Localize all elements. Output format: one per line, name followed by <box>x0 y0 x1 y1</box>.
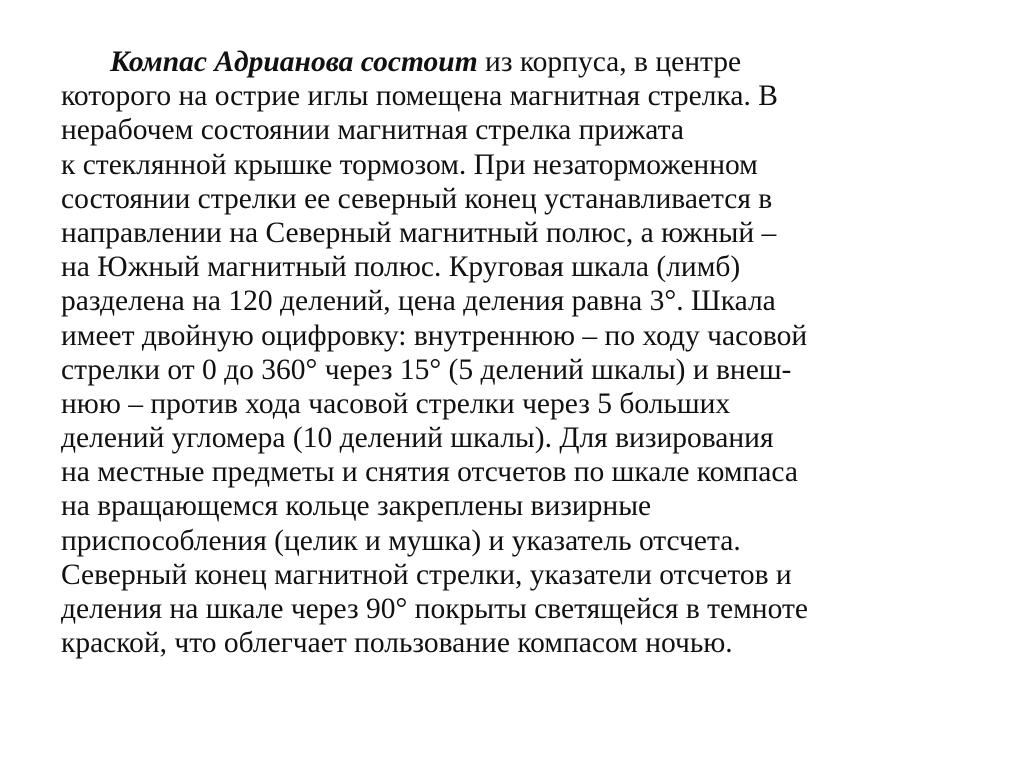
paragraph-line-10: стрелки от 0 до 360° через 15° (5 делений шкалы) и внеш- <box>61 353 792 386</box>
paragraph-line-18: краской, что облегчает пользование компасом ночью. <box>61 627 733 660</box>
paragraph-line-9: имеет двойную оцифровку: внутреннюю – по ходу часовой <box>61 319 808 352</box>
paragraph-line-14: на вращающемся кольце закреплены визирные <box>61 490 652 523</box>
paragraph-line-16: Северный конец магнитной стрелки, указатели отсчетов и <box>61 558 792 591</box>
paragraph-line-1-text: из корпуса, в центре <box>477 46 742 78</box>
paragraph-line-7: на Южный магнитный полюс. Круговая шкала (лимб) <box>61 251 741 284</box>
paragraph-line-11: нюю – против хода часовой стрелки через 5 больших <box>61 387 731 420</box>
paragraph-line-17: деления на шкале через 90° покрыты светящейся в темноте <box>61 593 808 625</box>
paragraph-lead-term: Компас Адрианова состоит <box>110 46 478 78</box>
paragraph-line-6: направлении на Северный магнитный полюс, а южный – <box>61 216 777 249</box>
paragraph-line-13: на местные предметы и снятия отсчетов по шкале компаса <box>61 456 798 489</box>
paragraph-line-15: приспособления (целик и мушка) и указатель отсчета. <box>61 524 741 557</box>
paragraph-line-2: которого на острие иглы помещена магнитная стрелка. В <box>61 80 778 113</box>
paragraph-line-12: делений угломера (10 делений шкалы). Для визирования <box>61 422 774 455</box>
paragraph-line-8: разделена на 120 делений, цена деления равна 3°. Шкала <box>61 285 776 318</box>
compass-description-paragraph <box>61 45 971 660</box>
paragraph-line-5: состоянии стрелки ее северный конец устанавливается в <box>61 182 773 215</box>
paragraph-line-3: нерабочем состоянии магнитная стрелка прижата <box>61 114 684 147</box>
paragraph-line-1 <box>61 45 971 79</box>
paragraph-line-4: к стеклянной крышке тормозом. При незаторможенном <box>61 148 758 181</box>
